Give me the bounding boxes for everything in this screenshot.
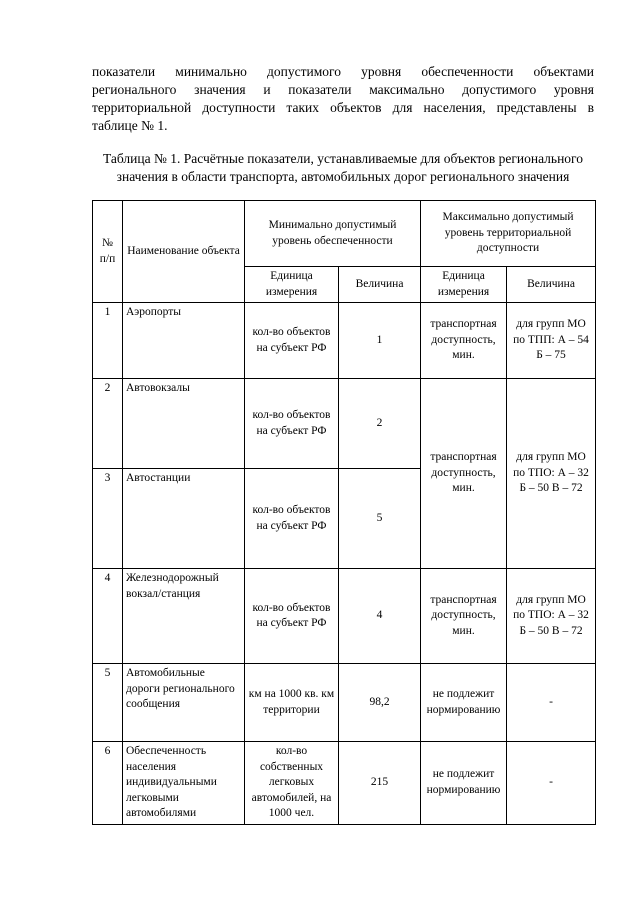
row-unit-min: км на 1000 кв. км территории xyxy=(245,664,339,742)
row-value-min: 1 xyxy=(339,303,421,379)
header-value-min: Величина xyxy=(339,267,421,303)
row-name: Аэропорты xyxy=(123,303,245,379)
row-unit-max: не подлежит нормированию xyxy=(421,664,507,742)
row-num: 5 xyxy=(93,664,123,742)
row-unit-min: кол-во объектов на субъект РФ xyxy=(245,379,339,469)
header-max-group: Максимально допустимый уровень территориальной доступности xyxy=(421,201,596,267)
header-unit-min: Единица измерения xyxy=(245,267,339,303)
row-num: 1 xyxy=(93,303,123,379)
row-value-max: для групп МО по ТПП: А – 54 Б – 75 xyxy=(507,303,596,379)
row-value-max: для групп МО по ТПО: А – 32 Б – 50 В – 72 xyxy=(507,569,596,664)
intro-line: регионального значения и показатели максимально допустимого уровня xyxy=(92,82,594,97)
intro-line: таблице № 1. xyxy=(92,118,168,133)
row-name: Обеспеченность населения индивидуальными легковыми автомобилями xyxy=(123,742,245,825)
row-value-max: - xyxy=(507,742,596,825)
row-name: Автовокзалы xyxy=(123,379,245,469)
row-num: 3 xyxy=(93,469,123,569)
row-name: Автостанции xyxy=(123,469,245,569)
row-unit-max: транспортная доступность, мин. xyxy=(421,303,507,379)
row-unit-max: транспортная доступность, мин. xyxy=(421,569,507,664)
row-num: 6 xyxy=(93,742,123,825)
intro-line: показатели минимально допустимого уровня обеспеченности объектами xyxy=(92,64,594,79)
row-num: 4 xyxy=(93,569,123,664)
row-value-max: для групп МО по ТПО: А – 32 Б – 50 В – 72 xyxy=(507,379,596,569)
row-unit-min: кол-во объектов на субъект РФ xyxy=(245,469,339,569)
row-value-max: - xyxy=(507,664,596,742)
row-unit-max: транспортная доступность, мин. xyxy=(421,379,507,569)
caption-line: Таблица № 1. Расчётные показатели, устанавливаемые для объектов регионального xyxy=(103,151,583,166)
row-value-min: 2 xyxy=(339,379,421,469)
header-name: Наименование объекта xyxy=(123,201,245,303)
intro-paragraph xyxy=(92,63,594,135)
row-unit-min: кол-во собственных легковых автомобилей, на 1000 чел. xyxy=(245,742,339,825)
header-row xyxy=(93,201,596,267)
table-row xyxy=(93,569,596,664)
standards-table xyxy=(92,200,596,825)
row-value-min: 4 xyxy=(339,569,421,664)
intro-line: территориальной доступности таких объектов для населения, представлены в xyxy=(92,100,594,115)
header-value-max: Величина xyxy=(507,267,596,303)
table-row xyxy=(93,303,596,379)
caption-line: значения в области транспорта, автомобильных дорог регионального значения xyxy=(116,169,570,184)
row-unit-min: кол-во объектов на субъект РФ xyxy=(245,303,339,379)
header-unit-max: Единица измерения xyxy=(421,267,507,303)
header-min-group: Минимально допустимый уровень обеспеченности xyxy=(245,201,421,267)
table-row xyxy=(93,742,596,825)
row-unit-min: кол-во объектов на субъект РФ xyxy=(245,569,339,664)
row-name: Железнодорожный вокзал/станция xyxy=(123,569,245,664)
row-value-min: 98,2 xyxy=(339,664,421,742)
table-row xyxy=(93,664,596,742)
row-num: 2 xyxy=(93,379,123,469)
row-value-min: 215 xyxy=(339,742,421,825)
table-row xyxy=(93,379,596,469)
row-name: Автомобильные дороги регионального сообщения xyxy=(123,664,245,742)
header-num: № п/п xyxy=(93,201,123,303)
row-unit-max: не подлежит нормированию xyxy=(421,742,507,825)
table-caption xyxy=(80,150,606,186)
row-value-min: 5 xyxy=(339,469,421,569)
